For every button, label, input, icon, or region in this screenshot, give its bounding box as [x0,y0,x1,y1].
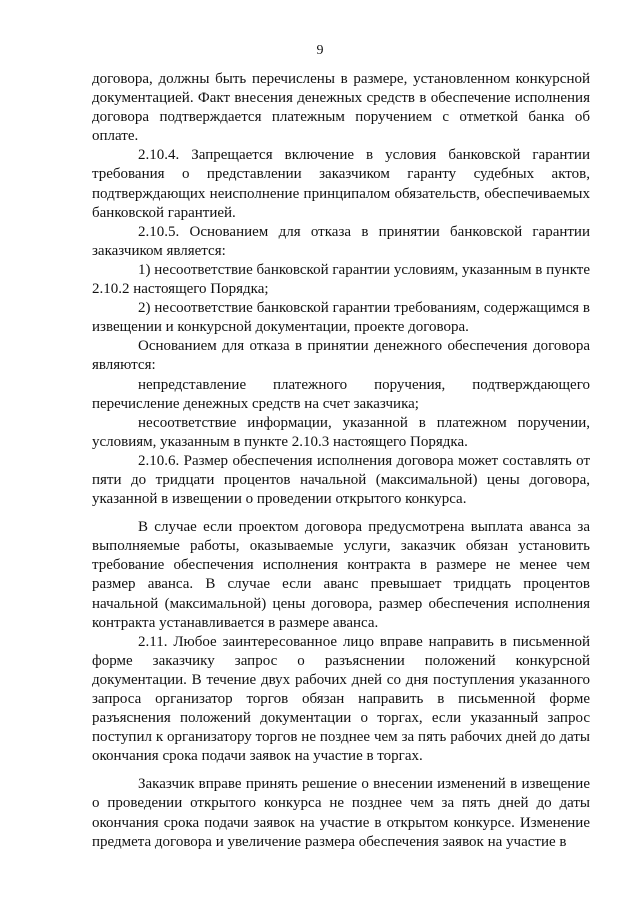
paragraph-2-10-6: 2.10.6. Размер обеспечения исполнения договора может составлять от пяти до тридцати процентов начальной (максимальной) цены договора, указанной в извещении о проведении открытого конкурса. [92,452,590,508]
page-number: 9 [316,43,324,58]
paragraph-2-10-5: 2.10.5. Основанием для отказа в принятии банковской гарантии заказчиком является: [92,223,590,259]
paragraph-notice-changes: Заказчик вправе принять решение о внесении изменений в извещение о проведении открытого конкурса не позднее чем за пять дней до даты окончания срока подачи заявок на участие в открытом конкурсе. Изменение предмета договора и увеличение размера обеспечения заявок на участие в [92,776,590,850]
document-body [92,70,590,852]
paragraph-no-payment-order: непредставление платежного поручения, подтверждающего перечисление денежных средств на счет заказчика; [92,376,590,412]
paragraph-cash-refusal-grounds: Основанием для отказа в принятии денежного обеспечения договора являются: [92,338,590,374]
paragraph-item-2: 2) несоответствие банковской гарантии требованиям, содержащимся в извещении и конкурсной документации, проекте договора. [92,300,590,336]
paragraph-advance: В случае если проектом договора предусмотрена выплата аванса за выполняемые работы, оказываемые услуги, заказчик обязан установить требование обеспечения исполнения контракта в размере не менее чем размер аванса. В случае если аванс превышает тридцать процентов начальной (максимальной) цены договора, размер обеспечения исполнения контракта устанавливается в размере аванса. [92,519,590,631]
paragraph-2-11: 2.11. Любое заинтересованное лицо вправе направить в письменной форме заказчику запрос о разъяснении положений конкурсной документации. В течение двух рабочих дней со дня поступления указанного запроса организатор торгов обязан направить в письменной форме разъяснения положений документации о торгах, если указанный запрос поступил к организатору торгов не позднее чем за пять рабочих дней до даты окончания срока подачи заявок на участие в торгах. [92,633,590,765]
paragraph-info-mismatch: несоответствие информации, указанной в платежном поручении, условиям, указанным в пункте 2.10.3 настоящего Порядка. [92,414,590,450]
paragraph-2-10-4: 2.10.4. Запрещается включение в условия банковской гарантии требования о представлении заказчиком гаранту судебных актов, подтверждающих неисполнение принципалом обязательств, обеспечиваемых банковской гарантией. [92,147,590,221]
paragraph-contract-payment: договора, должны быть перечислены в размере, установленном конкурсной документацией. Факт внесения денежных средств в обеспечение исполнения договора подтверждается платежным поручением с отметкой банка об оплате. [92,71,590,145]
paragraph-item-1: 1) несоответствие банковской гарантии условиям, указанным в пункте 2.10.2 настоящего Порядка; [92,261,590,298]
